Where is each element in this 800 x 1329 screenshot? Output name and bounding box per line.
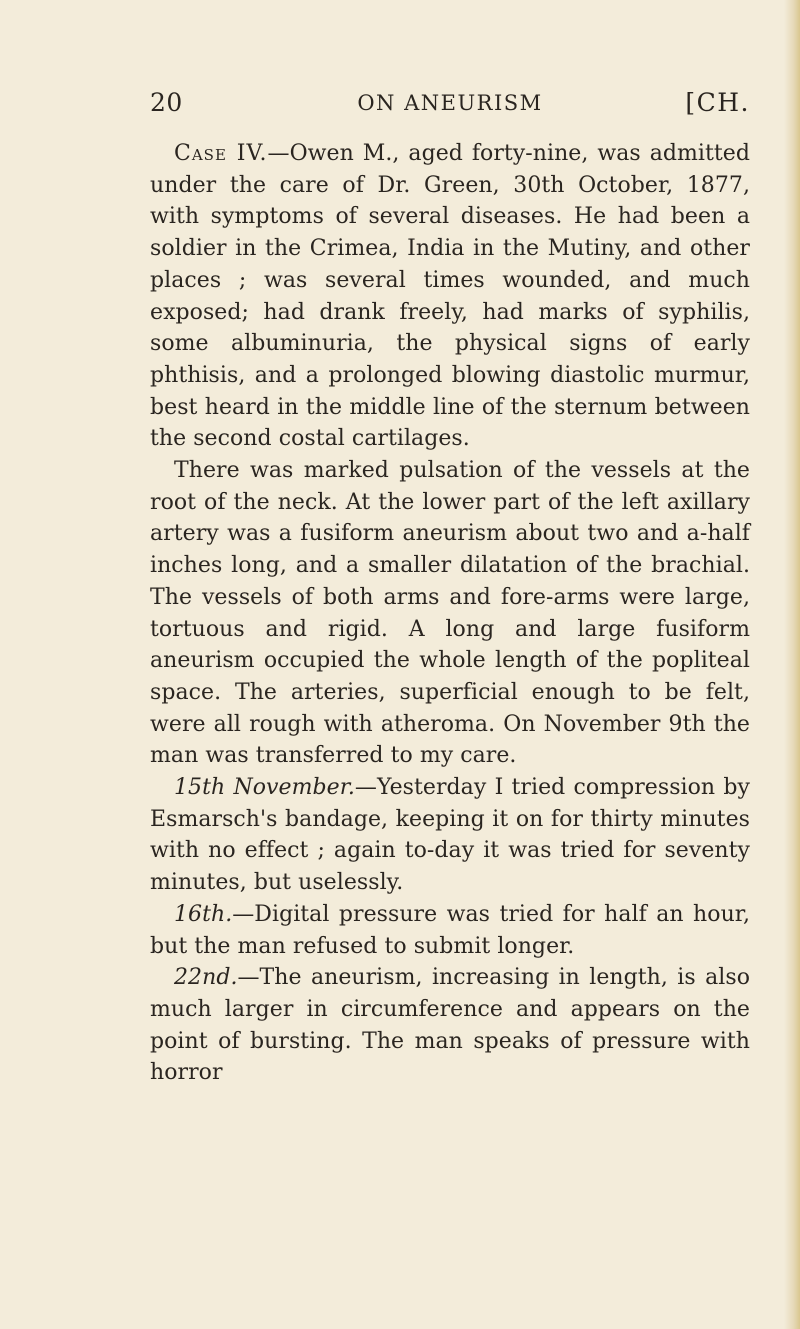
- running-title: ON ANEURISM: [357, 91, 543, 115]
- paragraph-15th-november: [150, 772, 750, 899]
- page-number: 20: [150, 88, 183, 117]
- paragraph-text: —Yesterday I tried compression by Esmarsch's bandage, keeping it on for thirty minutes with no effect ; again to-day it was tried for seventy minutes, but uselessly.: [150, 775, 751, 896]
- date-label: 16th.: [174, 901, 233, 927]
- paragraph-text: —Owen M., aged forty-nine, was admitted under the care of Dr. Green, 30th October, 1877, with symptoms of several diseases. He had been a soldier in the Crimea, India in the Mutiny, and other places ; was several times wounded, and much exposed; had drank freely, had marks of syphilis, some albuminuria, the physical signs of early phthisis, and a prolonged blowing diastolic murmur, best heard in the middle line of the sternum between the second costal cartilages.: [150, 141, 750, 452]
- case-label: Case IV.: [174, 141, 268, 166]
- paragraph-text: There was marked pulsation of the vessels at the root of the neck. At the lower part of the left axillary artery was a fusiform aneurism about two and a-half inches long, and a smaller dilatation of the brachial. The vessels of both arms and fore-arms were large, tortuous and rigid. A long and large fusiform aneurism occupied the whole length of the popliteal space. The arteries, superficial enough to be felt, were all rough with atheroma. On November 9th the man was transferred to my care.: [150, 458, 750, 769]
- paragraph-text: —The aneurism, increasing in length, is also much larger in circumference and appears on the point of bursting. The man speaks of pressure with horror: [150, 965, 750, 1086]
- page-edge: [784, 0, 800, 1329]
- paragraph-case-intro: [150, 138, 750, 455]
- paragraph-text: —Digital pressure was tried for half an hour, but the man refused to submit longer.: [150, 901, 750, 959]
- running-header: [150, 88, 750, 128]
- paragraph-16th: [150, 899, 750, 962]
- chapter-mark: [CH.: [685, 88, 750, 117]
- date-label: 22nd.: [174, 965, 238, 991]
- paragraph-22nd: [150, 962, 750, 1089]
- paragraph-examination: [150, 455, 750, 772]
- date-label: 15th November.: [174, 775, 355, 801]
- body-text: [150, 138, 750, 1089]
